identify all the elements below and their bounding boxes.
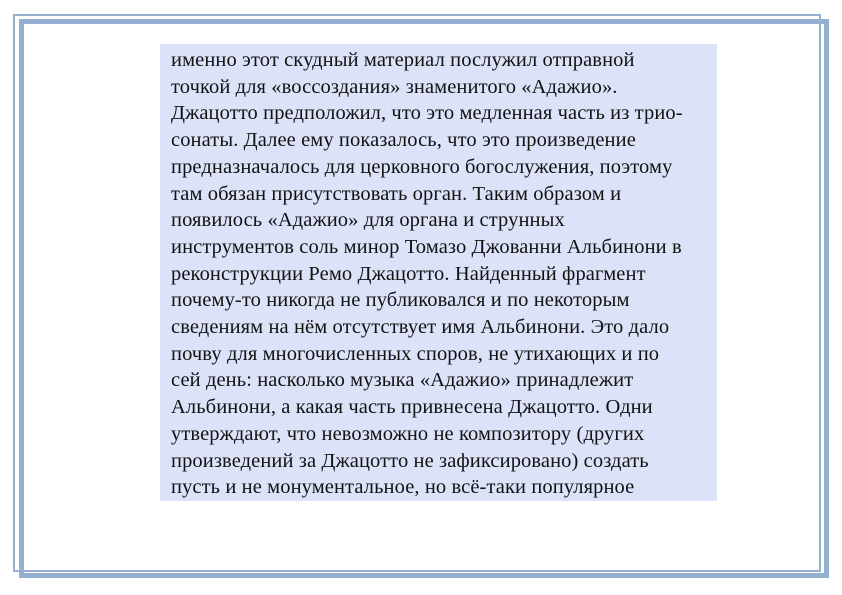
text-line: почву для многочисленных споров, не утихающих и по [171, 342, 660, 365]
text-line: произведений за Джацотто не зафиксировано) создать [171, 449, 649, 472]
text-line: там обязан присутствовать орган. Таким образом и [171, 182, 622, 205]
text-line: сонаты. Далее ему показалось, что это произведение [171, 129, 636, 152]
text-line: предназначалось для церковного богослужения, поэтому [171, 155, 673, 178]
text-line: сей день: насколько музыка «Адажио» принадлежит [171, 369, 634, 392]
text-line: реконструкции Ремо Джацотто. Найденный фрагмент [171, 262, 646, 285]
text-line: именно этот скудный материал послужил отправной [171, 49, 635, 71]
text-line: утверждают, что невозможно не композитору (других [171, 422, 645, 445]
slide-text-box [160, 44, 717, 501]
text-line: сведениям на нём отсутствует имя Альбинони. Это дало [171, 316, 670, 339]
text-line: появилось «Адажио» для органа и струнных [171, 209, 565, 232]
text-line: пусть и не монументальное, но всё-таки популярное [171, 476, 635, 499]
text-line: Джацотто предположил, что это медленная часть из трио- [171, 102, 683, 125]
text-line: Альбинони, а какая часть привнесена Джацотто. Одни [171, 396, 653, 419]
text-line: инструментов соль минор Томазо Джованни Альбинони в [171, 235, 682, 258]
text-line: почему-то никогда не публиковался и по некоторым [171, 289, 630, 312]
text-line: точкой для «воссоздания» знаменитого «Адажио». [171, 75, 618, 98]
